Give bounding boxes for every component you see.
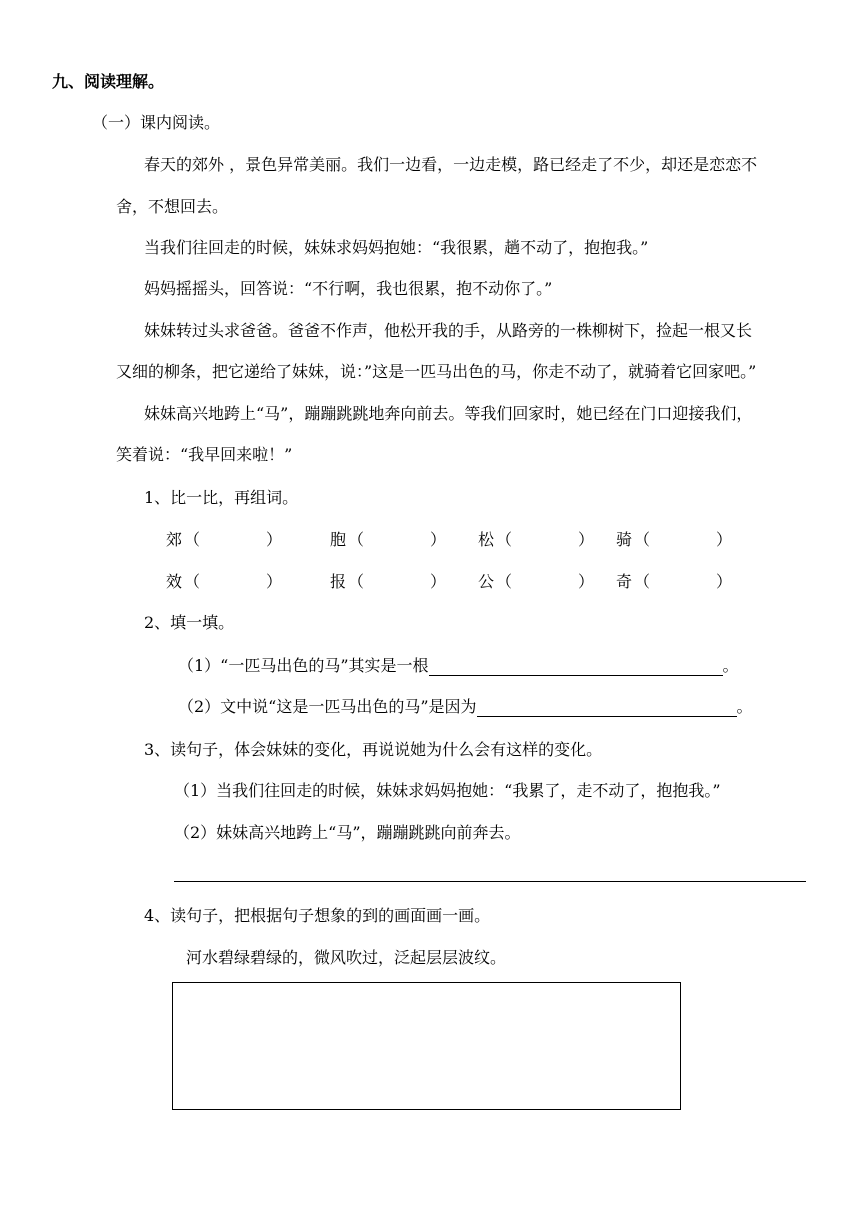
fill-item-end: 。 [722, 656, 739, 675]
vocab-char: 奇 [616, 572, 633, 591]
vocab-char: 报 [330, 572, 347, 591]
vocab-close-paren: ） [266, 530, 283, 549]
vocab-char: 公 [478, 572, 495, 591]
vocab-close-paren: ） [430, 572, 447, 591]
passage-line: 笑着说：“我早回来啦！” [116, 445, 293, 464]
vocab-char: 松 [478, 530, 495, 549]
vocab-answer-blank[interactable] [654, 572, 714, 592]
fill-item-text: （1）“一匹马出色的马”其实是一根 [178, 656, 429, 675]
vocab-close-paren: ） [430, 530, 447, 549]
sentence-item-2: （2）妹妹高兴地跨上“马”，蹦蹦跳跳向前奔去。 [174, 823, 521, 842]
fill-item-end: 。 [736, 697, 753, 716]
vocab-char: 胞 [330, 530, 347, 549]
vocab-close-paren: ） [266, 572, 283, 591]
question-4-title: 4、读句子，把根据句子想象的到的画面画一画。 [144, 906, 491, 925]
fill-item-text: （2）文中说“这是一匹马出色的马”是因为 [178, 697, 477, 716]
vocab-open-paren: （ [634, 572, 651, 591]
vocab-open-paren: （ [496, 530, 513, 549]
vocab-open-paren: （ [184, 572, 201, 591]
fill-item-1 [178, 656, 739, 676]
vocab-char: 郊 [166, 530, 183, 549]
vocab-answer-blank[interactable] [516, 572, 576, 592]
vocab-close-paren: ） [716, 530, 733, 549]
passage-line: 妹妹高兴地跨上“马”，蹦蹦跳跳地奔向前去。等我们回家时，她已经在门口迎接我们， [144, 404, 753, 423]
question-2-title: 2、填一填。 [144, 613, 235, 632]
vocab-open-paren: （ [184, 530, 201, 549]
part-label: （一）课内阅读。 [92, 113, 221, 132]
answer-line[interactable] [174, 881, 806, 882]
prompt-sentence: 河水碧绿碧绿的，微风吹过，泛起层层波纹。 [186, 948, 507, 967]
vocab-answer-blank[interactable] [368, 572, 428, 592]
answer-line[interactable] [429, 657, 723, 676]
vocab-char: 效 [166, 572, 183, 591]
answer-line[interactable] [477, 698, 737, 717]
vocab-answer-blank[interactable] [204, 572, 264, 592]
vocab-answer-blank[interactable] [204, 530, 264, 550]
vocab-open-paren: （ [348, 572, 365, 591]
vocab-close-paren: ） [578, 572, 595, 591]
drawing-box[interactable] [172, 982, 681, 1110]
vocab-answer-blank[interactable] [654, 530, 714, 550]
vocab-open-paren: （ [348, 530, 365, 549]
vocab-open-paren: （ [634, 530, 651, 549]
section-title: 九、阅读理解。 [52, 72, 165, 91]
passage-line: 当我们往回走的时候，妹妹求妈妈抱她：“我很累，趟不动了，抱抱我。” [144, 238, 649, 257]
vocab-answer-blank[interactable] [368, 530, 428, 550]
vocab-close-paren: ） [716, 572, 733, 591]
passage-line: 舍，不想回去。 [116, 197, 229, 216]
vocab-open-paren: （ [496, 572, 513, 591]
question-3-title: 3、读句子，体会妹妹的变化，再说说她为什么会有这样的变化。 [144, 740, 603, 759]
passage-line: 又细的柳条，把它递给了妹妹，说：”这是一匹马出色的马，你走不动了，就骑着它回家吧。” [116, 362, 757, 381]
sentence-item-1: （1）当我们往回走的时候，妹妹求妈妈抱她：“我累了，走不动了，抱抱我。” [174, 781, 721, 800]
passage-line: 妹妹转过头求爸爸。爸爸不作声，他松开我的手，从路旁的一株柳树下，捡起一根又长 [144, 321, 753, 340]
question-1-title: 1、比一比，再组词。 [144, 488, 299, 507]
passage-line: 春天的郊外 ，景色异常美丽。我们一边看，一边走模，路已经走了不少，却还是恋恋不 [144, 155, 758, 174]
fill-item-2 [178, 697, 753, 717]
passage-line: 妈妈摇摇头，回答说：“不行啊，我也很累，抱不动你了。” [144, 279, 553, 298]
vocab-char: 骑 [616, 530, 633, 549]
vocab-answer-blank[interactable] [516, 530, 576, 550]
vocab-close-paren: ） [578, 530, 595, 549]
